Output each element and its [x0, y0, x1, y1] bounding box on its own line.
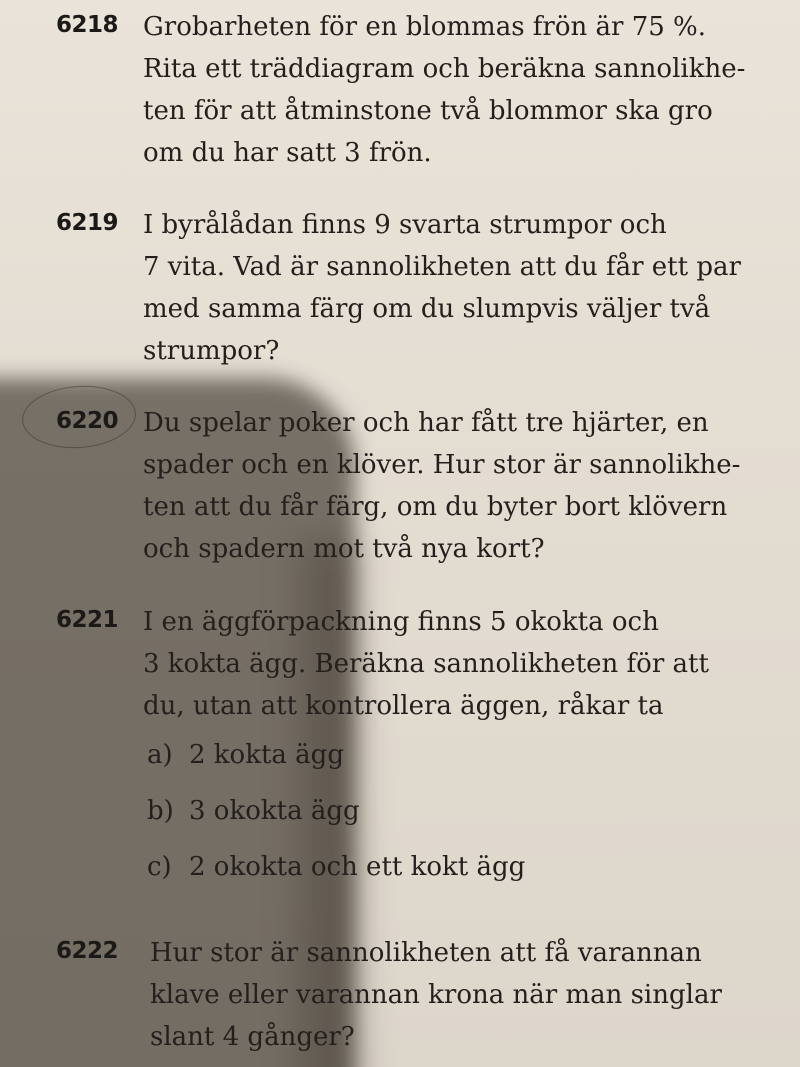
text-line: klave eller varannan krona när man singlar: [150, 980, 722, 1010]
text-line: I en äggförpackning finns 5 okokta och: [143, 607, 659, 637]
text-line: Du spelar poker och har fått tre hjärter, en: [143, 408, 709, 438]
subitem-letter: b): [147, 796, 174, 826]
problem-text: [143, 402, 783, 570]
text-line: om du har satt 3 frön.: [143, 138, 432, 168]
subitem-text: 3 okokta ägg: [189, 796, 360, 826]
text-line: Hur stor är sannolikheten att få varannan: [150, 938, 702, 968]
text-line: du, utan att kontrollera äggen, råkar ta: [143, 691, 664, 721]
subitem-text: 2 okokta och ett kokt ägg: [189, 852, 526, 882]
text-line: med samma färg om du slumpvis väljer två: [143, 294, 711, 324]
problem-number: 6222: [56, 938, 119, 964]
subitem-b: [147, 796, 360, 826]
subitem-a: [147, 740, 344, 770]
text-line: 7 vita. Vad är sannolikheten att du får ett par: [143, 252, 741, 282]
subitem-letter: a): [147, 740, 173, 770]
text-line: Rita ett träddiagram och beräkna sannolikhe-: [143, 54, 746, 84]
text-line: spader och en klöver. Hur stor är sannolikhe-: [143, 450, 741, 480]
problem-number: 6219: [56, 210, 119, 236]
subitem-letter: c): [147, 852, 172, 882]
problem-number: 6218: [56, 12, 119, 38]
text-line: 3 kokta ägg. Beräkna sannolikheten för att: [143, 649, 709, 679]
text-line: slant 4 gånger?: [150, 1022, 355, 1052]
problem-text: [143, 601, 783, 727]
text-line: och spadern mot två nya kort?: [143, 534, 545, 564]
text-line: Grobarheten för en blommas frön är 75 %.: [143, 12, 707, 42]
text-line: ten för att åtminstone två blommor ska gro: [143, 96, 713, 126]
problem-text: [143, 6, 783, 174]
problem-text: [150, 932, 790, 1058]
subitem-text: 2 kokta ägg: [189, 740, 344, 770]
problem-number: 6220: [56, 408, 119, 434]
text-line: ten att du får färg, om du byter bort klövern: [143, 492, 728, 522]
text-line: strumpor?: [143, 336, 280, 366]
text-line: I byrålådan finns 9 svarta strumpor och: [143, 210, 667, 240]
problem-number: 6221: [56, 607, 119, 633]
problem-text: [143, 204, 783, 372]
subitem-c: [147, 852, 525, 882]
